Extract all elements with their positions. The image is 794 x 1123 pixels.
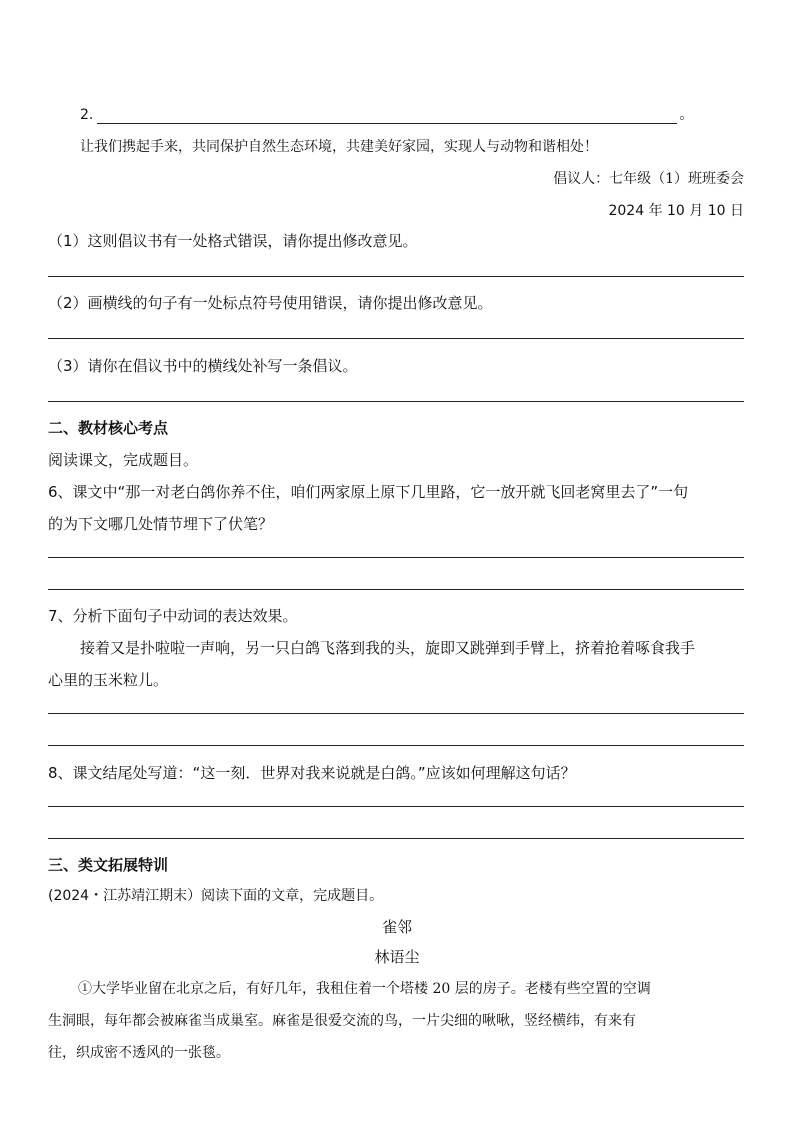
question-6-line-2: 的为下文哪几处情节埋下了伏笔？ [48, 515, 274, 533]
answer-line[interactable] [48, 338, 744, 339]
article-paragraph-1-line-3: 往，织成密不透风的一张毯。 [48, 1045, 230, 1061]
item-end-punct: 。 [679, 107, 694, 123]
answer-line[interactable] [48, 713, 744, 714]
fill-in-blank[interactable] [97, 109, 677, 124]
question-3: （3）请你在倡议书中的横线处补写一条倡议。 [48, 357, 358, 375]
date: 2024 年 10 月 10 日 [608, 203, 744, 219]
question-2: （2）画横线的句子有一处标点符号使用错误，请你提出修改意见。 [48, 294, 493, 312]
article-paragraph-1-line-2: 生洞眼，每年都会被麻雀当成巢室。麻雀是很爱交流的鸟，一片尖细的啾啾，竖经横纬，有来有 [48, 1013, 636, 1029]
answer-line[interactable] [48, 401, 744, 402]
call-to-action: 让我们携起手来，共同保护自然生态环境，共建美好家园，实现人与动物和谐相处！ [80, 139, 598, 155]
article-title: 雀邻 [381, 918, 412, 936]
question-7: 7、分析下面句子中动词的表达效果。 [48, 607, 298, 625]
article-paragraph-1-line-1: ①大学毕业留在北京之后，有好几年，我租住着一个塔楼 20 层的房子。老楼有些空置的空调 [78, 981, 651, 997]
answer-line[interactable] [48, 589, 744, 590]
question-1: （1）这则倡议书有一处格式错误，请你提出修改意见。 [48, 232, 418, 250]
answer-line[interactable] [48, 557, 744, 558]
answer-line[interactable] [48, 745, 744, 746]
section-3-heading: 三、类文拓展特训 [48, 856, 169, 874]
section-3-source: (2024・江苏靖江期末）阅读下面的文章，完成题目。 [48, 888, 384, 904]
answer-line[interactable] [48, 838, 744, 839]
answer-line[interactable] [48, 276, 744, 277]
signature: 倡议人：七年级（1）班班委会 [553, 171, 744, 187]
article-author: 林语尘 [374, 948, 420, 966]
question-7-quote-line-1: 接着又是扑啦啦一声响，另一只白鸽飞落到我的头，旋即又跳弹到手臂上，挤着抢着啄食我手 [80, 639, 696, 657]
answer-line[interactable] [48, 806, 744, 807]
question-6-line-1: 6、课文中“那一对老白鸽你养不住，咱们两家原上原下几里路，它一放开就飞回老窝里去了”一句 [48, 483, 689, 501]
section-2-intro: 阅读课文，完成题目。 [48, 451, 199, 469]
item-number: 2. [80, 107, 94, 123]
section-2-heading: 二、教材核心考点 [48, 419, 169, 437]
initiative-item-2 [80, 104, 693, 124]
question-8: 8、课文结尾处写道：“这一刻．世界对我来说就是白鸽。”应该如何理解这句话？ [48, 764, 576, 782]
question-7-quote-line-2: 心里的玉米粒儿。 [48, 671, 169, 689]
